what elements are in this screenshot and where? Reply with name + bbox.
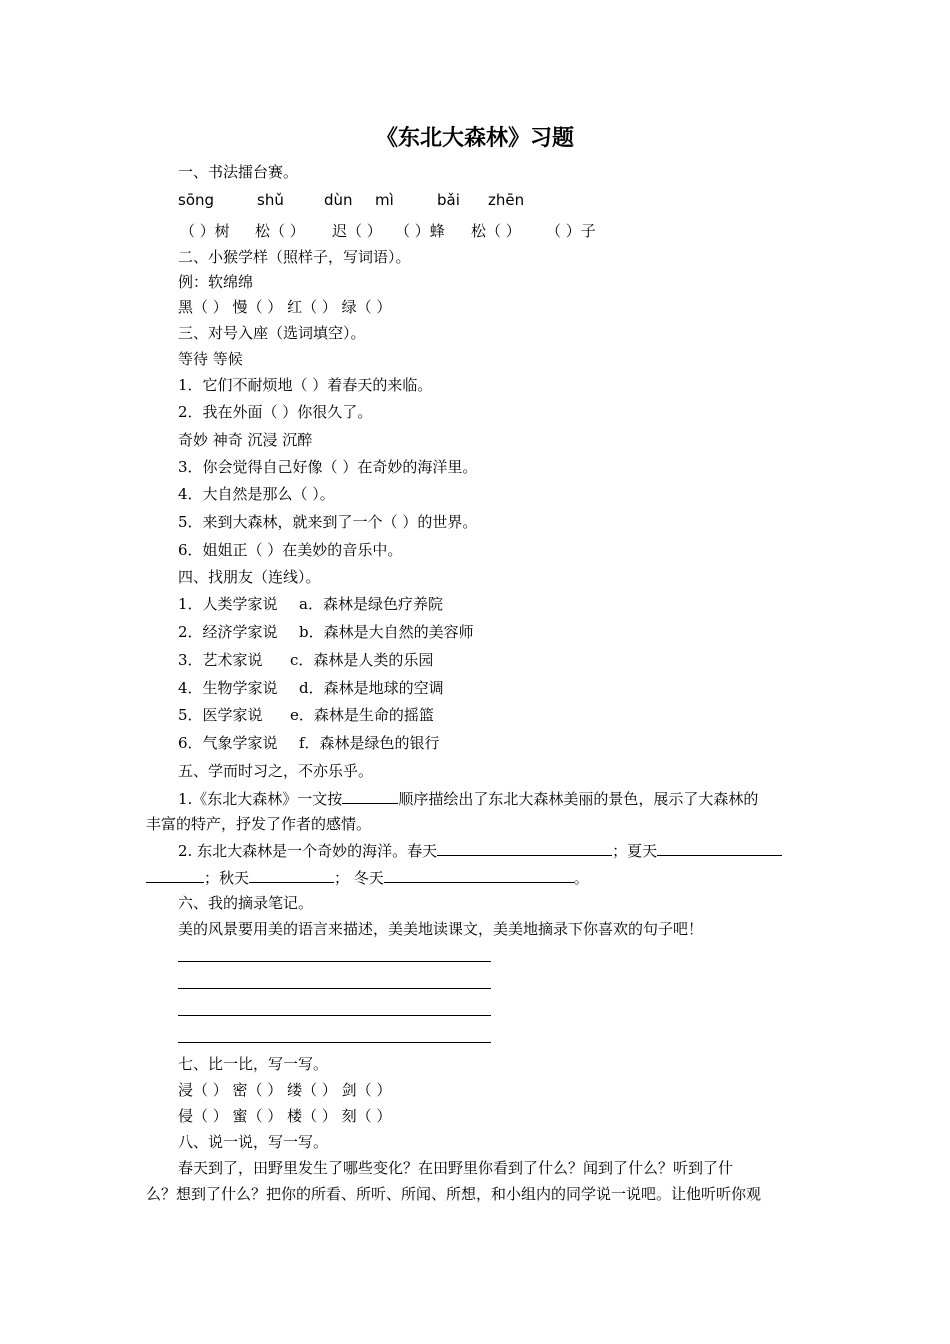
word-bank-1: 等待 等候 <box>178 350 243 368</box>
pinyin-5: bǎi <box>437 191 460 209</box>
page-title: 《东北大森林》习题 <box>375 125 574 151</box>
compare-row-2: 侵（ ） 蜜（ ） 楼（ ） 刻（ ） <box>178 1107 392 1125</box>
blank-spring[interactable] <box>437 840 612 856</box>
answer-line-1[interactable] <box>178 961 491 962</box>
pinyin-4: mì <box>375 191 394 209</box>
section-8-paragraph-line2: 么？想到了什么？把你的所看、所听、所闻、所想，和小组内的同学说一说吧。让他听听你观 <box>146 1185 762 1203</box>
section-3-heading: 三、对号入座（选词填空）。 <box>178 324 366 342</box>
blank-order[interactable] <box>342 788 398 804</box>
q2-text-b: ；夏天 <box>612 842 658 860</box>
char-blank-4: （ ）蜂 <box>395 222 445 240</box>
word-bank-2: 奇妙 神奇 沉浸 沉醉 <box>178 431 313 449</box>
pinyin-3: dùn <box>324 191 353 209</box>
fill-question-3: 3．你会觉得自己好像（ ）在奇妙的海洋里。 <box>178 458 478 476</box>
pinyin-6: zhēn <box>488 191 525 209</box>
char-blank-2: 松（ ） <box>255 222 305 240</box>
blank-winter[interactable] <box>384 867 574 883</box>
match-right-6: f．森林是绿色的银行 <box>299 734 440 752</box>
match-right-4: d．森林是地球的空调 <box>299 679 444 697</box>
blank-summer-2[interactable] <box>146 867 204 883</box>
match-right-3: c．森林是人类的乐园 <box>290 651 434 669</box>
match-right-2: b．森林是大自然的美容师 <box>299 623 474 641</box>
section-8-paragraph-line1: 春天到了，田野里发生了哪些变化？在田野里你看到了什么？闻到了什么？听到了什 <box>178 1159 734 1177</box>
section-6-instruction: 美的风景要用美的语言来描述，美美地读课文，美美地摘录下你喜欢的句子吧！ <box>178 920 704 938</box>
compare-row-1: 浸（ ） 密（ ） 缕（ ） 剑（ ） <box>178 1081 392 1099</box>
section-5-q2-line2 <box>146 867 589 888</box>
section-5-q1-line1 <box>178 788 758 809</box>
match-left-5: 5．医学家说 <box>178 706 263 724</box>
pinyin-2: shǔ <box>257 191 284 209</box>
blank-summer-1[interactable] <box>657 840 782 856</box>
char-blank-5: 松（ ） <box>471 222 521 240</box>
section-5-q1-line2: 丰富的特产，抒发了作者的感情。 <box>146 815 372 833</box>
q2-text-a: 2. 东北大森林是一个奇妙的海洋。春天 <box>178 842 438 860</box>
match-right-5: e．森林是生命的摇篮 <box>290 706 434 724</box>
section-6-heading: 六、我的摘录笔记。 <box>178 894 314 912</box>
match-left-4: 4．生物学家说 <box>178 679 278 697</box>
q1-text-a: 1.《东北大森林》一文按 <box>178 790 343 808</box>
match-right-1: a．森林是绿色疗养院 <box>299 595 443 613</box>
section-8-heading: 八、说一说，写一写。 <box>178 1133 329 1151</box>
fill-question-2: 2．我在外面（ ）你很久了。 <box>178 403 373 421</box>
section-4-heading: 四、找朋友（连线）。 <box>178 568 321 586</box>
answer-line-3[interactable] <box>178 1015 491 1016</box>
fill-question-5: 5．来到大森林，就来到了一个（ ）的世界。 <box>178 513 478 531</box>
match-left-6: 6．气象学家说 <box>178 734 278 752</box>
fill-question-4: 4．大自然是那么（ ）。 <box>178 485 335 503</box>
char-blank-6: （ ）子 <box>546 222 596 240</box>
section-2-example: 例：软绵绵 <box>178 273 254 291</box>
q2-text-d: ； 冬天 <box>334 869 384 887</box>
pinyin-1: sōng <box>178 191 215 209</box>
fill-question-6: 6．姐姐正（ ）在美妙的音乐中。 <box>178 541 403 559</box>
q2-text-c: ；秋天 <box>204 869 250 887</box>
section-7-heading: 七、比一比，写一写。 <box>178 1055 329 1073</box>
char-blank-3: 迟（ ） <box>332 222 382 240</box>
char-blank-1: （ ）树 <box>180 222 230 240</box>
fill-question-1: 1．它们不耐烦地（ ）着春天的来临。 <box>178 376 433 394</box>
match-left-2: 2．经济学家说 <box>178 623 278 641</box>
match-left-3: 3．艺术家说 <box>178 651 263 669</box>
section-2-items: 黑（ ） 慢（ ） 红（ ） 绿（ ） <box>178 298 392 316</box>
blank-autumn[interactable] <box>249 867 334 883</box>
match-left-1: 1．人类学家说 <box>178 595 278 613</box>
answer-line-4[interactable] <box>178 1042 491 1043</box>
section-5-heading: 五、学而时习之，不亦乐乎。 <box>178 762 374 780</box>
q1-text-b: 顺序描绘出了东北大森林美丽的景色，展示了大森林的 <box>398 790 759 808</box>
q2-text-e: 。 <box>573 869 589 887</box>
section-1-heading: 一、书法擂台赛。 <box>178 163 299 181</box>
section-2-heading: 二、小猴学样（照样子，写词语）。 <box>178 248 411 266</box>
section-5-q2-line1 <box>178 840 782 861</box>
answer-line-2[interactable] <box>178 988 491 989</box>
